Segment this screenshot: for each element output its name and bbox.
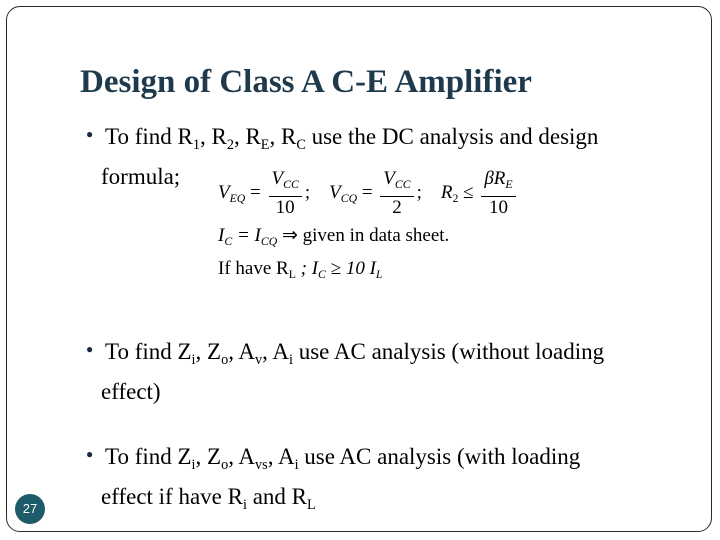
- slide-title: Design of Class A C-E Amplifier: [80, 64, 532, 100]
- bullet-continuation: effect if have $R_i$ and $R_L$: [101, 483, 316, 513]
- bullet-continuation: effect): [101, 378, 161, 404]
- bullet-marker-icon: ●: [86, 447, 94, 461]
- bullet-line: To find $R_1$, $R_2$, $R_E$, $R_C$ use the DC analysis and design: [105, 124, 599, 153]
- bullet-line: To find $Z_i$, $Z_o$, $A_{vs}$, $A_i$ use AC analysis (with loading: [105, 444, 581, 473]
- formula-row-1: $V_{EQ}$ = $\frac{V_{CC}}{10}$ ; $V_{CQ}$ = $\frac{V_{CC}}{2}$ ; $R_2$ ≤ $\frac{\beta R_E}{10}$: [218, 168, 519, 219]
- bullet-ac-with-loading: [86, 441, 580, 521]
- bullet-marker-icon: ●: [86, 342, 94, 356]
- bullet-line: To find $Z_i$, $Z_o$, $A_v$, $A_i$ use AC analysis (without loading: [105, 339, 605, 368]
- fraction-veq: $\frac{V_{CC}}{10}$: [269, 168, 302, 219]
- formula-row-2: $I_C = I_{CQ}$ ⇒ given in data sheet.: [218, 225, 450, 249]
- bullet-ac-without-loading: [86, 336, 604, 407]
- formula-row-3: If have $R_L$ ; $I_C \ge 10$ $I_L$: [218, 258, 383, 282]
- fraction-r2: $\frac{\beta R_E}{10}$: [481, 168, 515, 219]
- bullet-marker-icon: ●: [86, 127, 94, 141]
- fraction-vcq: $\frac{V_{CC}}{2}$: [380, 168, 413, 219]
- bullet-continuation: formula;: [101, 163, 181, 189]
- slide-number-badge: 27: [15, 494, 45, 524]
